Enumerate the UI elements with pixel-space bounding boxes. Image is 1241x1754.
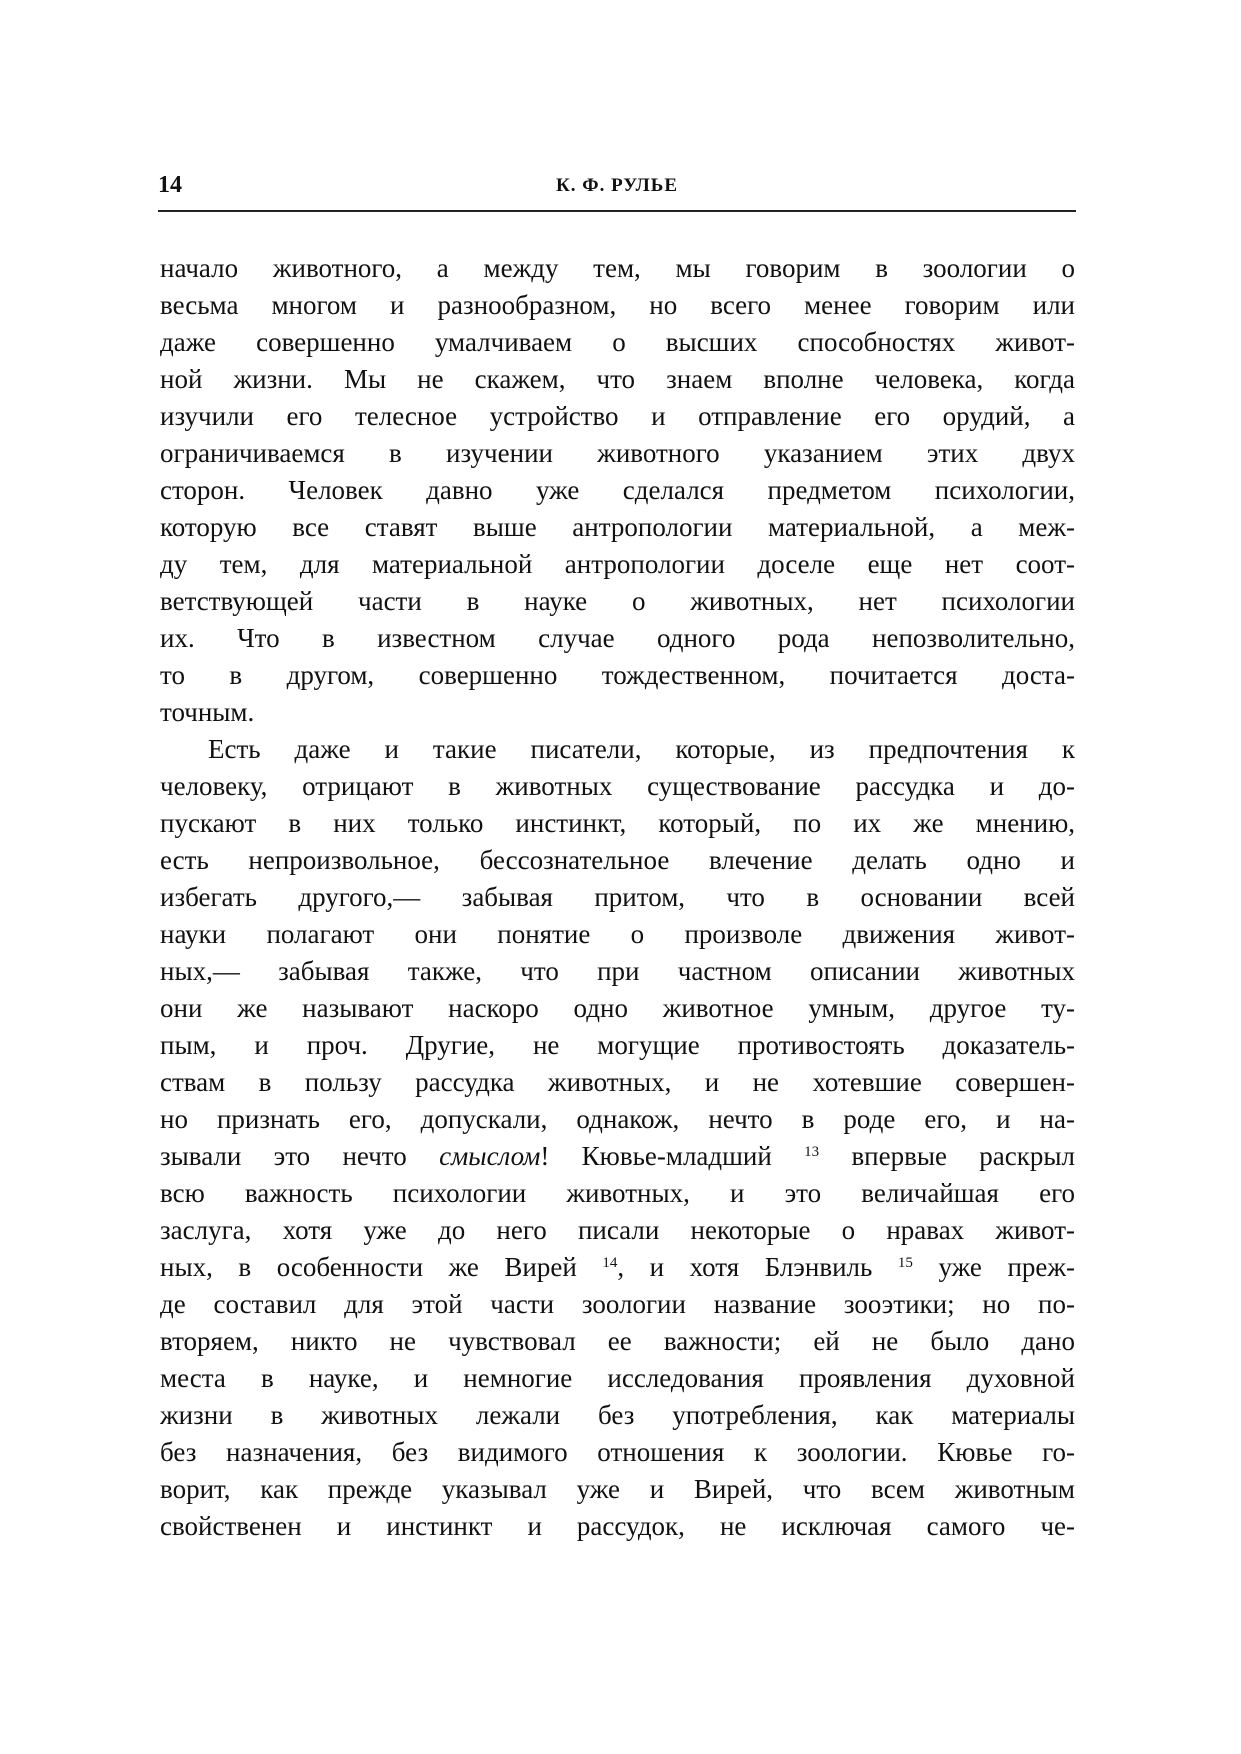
text-line: точным. bbox=[160, 697, 255, 727]
paragraph-1 bbox=[160, 250, 1075, 731]
body-text bbox=[160, 250, 1075, 1545]
text-span: зывали это нечто bbox=[160, 1141, 407, 1171]
page-number: 14 bbox=[158, 172, 182, 198]
text-line: Есть даже и такие писатели, которые, из предпочтения к bbox=[208, 734, 1075, 764]
text-line: ных,— забывая также, что при частном описании животных bbox=[160, 956, 1075, 986]
text-line bbox=[160, 1249, 1075, 1286]
text-line: которую все ставят выше антропологии материальной, а меж- bbox=[160, 512, 1075, 542]
footnote-ref-14: 14 bbox=[602, 1255, 618, 1271]
emphasis-word: смыслом bbox=[439, 1141, 541, 1171]
text-line: даже совершенно умалчиваем о высших способностях живот- bbox=[160, 327, 1075, 357]
text-line: то в другом, совершенно тождественном, почитается доста- bbox=[160, 660, 1075, 690]
text-line: ду тем, для материальной антропологии доселе еще нет соот- bbox=[160, 549, 1075, 579]
text-line: избегать другого,— забывая притом, что в основании всей bbox=[160, 882, 1075, 912]
text-line: весьма многом и разнообразном, но всего менее говорим или bbox=[160, 290, 1075, 320]
text-span: уже преж- bbox=[938, 1252, 1075, 1282]
text-line: ветствующей части в науке о животных, нет психологии bbox=[160, 586, 1075, 616]
text-line: вторяем, никто не чувствовал ее важности; ей не было дано bbox=[160, 1326, 1075, 1356]
text-line: без назначения, без видимого отношения к зоологии. Кювье го- bbox=[160, 1437, 1075, 1467]
text-line: начало животного, а между тем, мы говорим в зоологии о bbox=[160, 253, 1075, 283]
text-line: изучили его телесное устройство и отправление его орудий, а bbox=[160, 401, 1075, 431]
text-span: ных, в особенности же Вирей bbox=[160, 1252, 577, 1282]
text-line: жизни в животных лежали без употребления, как материалы bbox=[160, 1400, 1075, 1430]
text-line: пускают в них только инстинкт, который, по их же мнению, bbox=[160, 808, 1075, 838]
text-line: ной жизни. Мы не скажем, что знаем вполне человека, когда bbox=[160, 364, 1075, 394]
text-line: свойственен и инстинкт и рассудок, не исключая самого че- bbox=[160, 1511, 1075, 1541]
text-line: но признать его, допускали, однакож, нечто в роде его, и на- bbox=[160, 1104, 1075, 1134]
text-line bbox=[160, 1138, 1075, 1175]
footnote-ref-15: 15 bbox=[897, 1255, 913, 1271]
running-head: К. Ф. РУЛЬЕ bbox=[555, 175, 679, 196]
text-line: ограничиваемся в изучении животного указанием этих двух bbox=[160, 438, 1075, 468]
text-line: де составил для этой части зоологии название зооэтики; но по- bbox=[160, 1289, 1075, 1319]
text-span: , и хотя Блэнвиль bbox=[617, 1252, 873, 1282]
text-line: ствам в пользу рассудка животных, и не хотевшие совершен- bbox=[160, 1067, 1075, 1097]
text-span: впервые раскрыл bbox=[851, 1141, 1075, 1171]
text-line: есть непроизвольное, бессознательное влечение делать одно и bbox=[160, 845, 1075, 875]
text-line: места в науке, и немногие исследования проявления духовной bbox=[160, 1363, 1075, 1393]
text-line: ворит, как прежде указывал уже и Вирей, что всем животным bbox=[160, 1474, 1075, 1504]
text-line: всю важность психологии животных, и это величайшая его bbox=[160, 1178, 1075, 1208]
text-line: сторон. Человек давно уже сделался предметом психологии, bbox=[160, 475, 1075, 505]
text-line: они же называют наскоро одно животное умным, другое ту- bbox=[160, 993, 1075, 1023]
text-line: их. Что в известном случае одного рода непозволительно, bbox=[160, 623, 1075, 653]
page-header bbox=[158, 172, 1076, 212]
text-line: человеку, отрицают в животных существование рассудка и до- bbox=[160, 771, 1075, 801]
text-line: заслуга, хотя уже до него писали некоторые о нравах живот- bbox=[160, 1215, 1075, 1245]
text-line: науки полагают они понятие о произволе движения живот- bbox=[160, 919, 1075, 949]
header-rule bbox=[158, 210, 1076, 212]
paragraph-2 bbox=[160, 731, 1075, 1545]
text-span: ! Кювье-младший bbox=[540, 1141, 772, 1171]
text-line: пым, и проч. Другие, не могущие противостоять доказатель- bbox=[160, 1030, 1075, 1060]
footnote-ref-13: 13 bbox=[804, 1144, 820, 1160]
